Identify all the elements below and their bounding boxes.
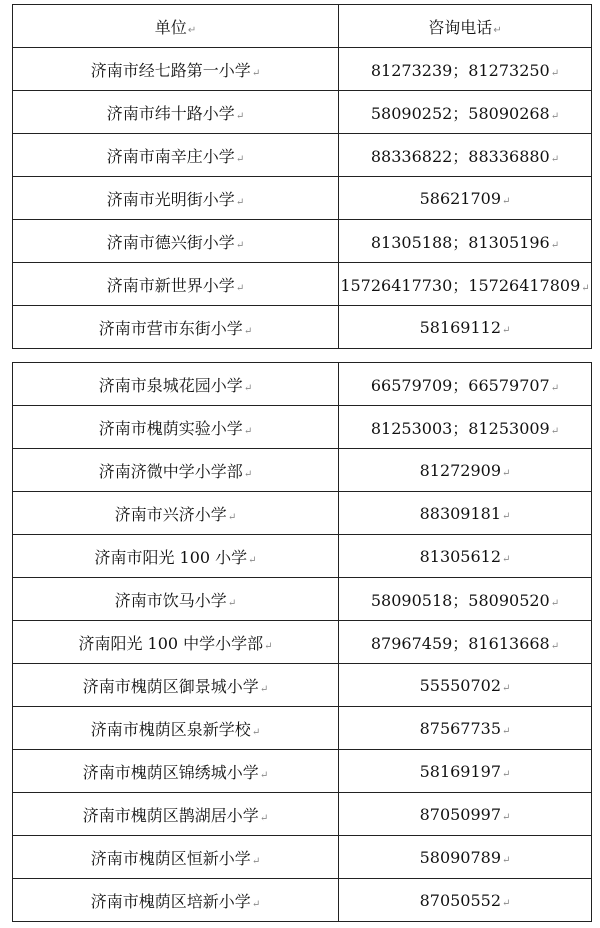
- table-row: [13, 220, 592, 263]
- school-name-cell: [13, 406, 339, 449]
- table-row: [13, 492, 592, 535]
- table-row: [13, 306, 592, 349]
- table-row: [13, 535, 592, 578]
- school-name: 济南阳光 100 中学小学部: [78, 633, 264, 653]
- phone-number: 87050997: [419, 804, 502, 824]
- phone-cell: [339, 535, 592, 578]
- school-name: 济南济微中学小学部: [98, 461, 243, 481]
- school-name-cell: [13, 836, 339, 879]
- phone-number: 58090252；58090268: [370, 103, 550, 123]
- paragraph-mark-icon: ↵: [550, 153, 560, 165]
- school-name-cell: [13, 91, 339, 134]
- paragraph-mark-icon: ↵: [227, 511, 237, 523]
- table-row: [13, 91, 592, 134]
- paragraph-mark-icon: ↵: [243, 425, 253, 437]
- paragraph-mark-icon: ↵: [243, 325, 253, 337]
- phone-cell: [339, 664, 592, 707]
- paragraph-mark-icon: ↵: [251, 67, 261, 79]
- phone-cell: [339, 492, 592, 535]
- school-name: 济南市槐荫实验小学: [98, 418, 243, 438]
- phone-cell: [339, 220, 592, 263]
- school-name: 济南市营市东街小学: [98, 318, 243, 338]
- phone-number: 58169197: [419, 761, 502, 781]
- school-name-cell: [13, 306, 339, 349]
- school-name-cell: [13, 449, 339, 492]
- paragraph-mark-icon: ↵: [264, 640, 273, 652]
- paragraph-mark-icon: ↵: [227, 597, 237, 609]
- table-row: [13, 664, 592, 707]
- school-name: 济南市槐荫区锦绣城小学: [82, 762, 259, 782]
- header-phone: 咨询电话↵: [339, 5, 592, 48]
- paragraph-mark-icon: ↵: [550, 597, 560, 609]
- table-row: [13, 793, 592, 836]
- paragraph-mark-icon: ↵: [493, 24, 502, 36]
- phone-cell: [339, 306, 592, 349]
- phone-number: 88309181: [419, 503, 502, 523]
- table-row: [13, 621, 592, 664]
- table-row: [13, 750, 592, 793]
- table-row: [13, 406, 592, 449]
- table-row: [13, 449, 592, 492]
- paragraph-mark-icon: ↵: [581, 282, 590, 294]
- phone-number: 87567735: [419, 718, 502, 738]
- school-name: 济南市经七路第一小学: [90, 60, 251, 80]
- phone-number: 81272909: [419, 460, 502, 480]
- paragraph-mark-icon: ↵: [235, 196, 245, 208]
- school-name-cell: [13, 707, 339, 750]
- paragraph-mark-icon: ↵: [502, 467, 511, 479]
- paragraph-mark-icon: ↵: [235, 282, 245, 294]
- school-name-cell: [13, 48, 339, 91]
- phone-cell: [339, 134, 592, 177]
- phone-number: 81305188；81305196: [370, 232, 550, 252]
- phone-cell: [339, 707, 592, 750]
- school-name: 济南市德兴街小学: [106, 232, 235, 252]
- paragraph-mark-icon: ↵: [187, 24, 197, 36]
- header-unit: 单位↵: [13, 5, 339, 48]
- school-contact-table-1: [12, 4, 592, 349]
- school-contact-table-2: [12, 362, 592, 922]
- phone-number: 81253003；81253009: [370, 418, 550, 438]
- school-name-cell: [13, 535, 339, 578]
- paragraph-mark-icon: ↵: [550, 110, 560, 122]
- school-name: 济南市槐荫区培新小学: [90, 891, 251, 911]
- phone-cell: [339, 91, 592, 134]
- phone-number: 58621709: [419, 188, 502, 208]
- school-name: 济南市新世界小学: [106, 275, 235, 295]
- paragraph-mark-icon: ↵: [502, 811, 511, 823]
- phone-cell: [339, 836, 592, 879]
- paragraph-mark-icon: ↵: [251, 855, 261, 867]
- school-name-cell: [13, 793, 339, 836]
- school-name-cell: [13, 492, 339, 535]
- table-row: [13, 836, 592, 879]
- paragraph-mark-icon: ↵: [550, 239, 560, 251]
- paragraph-mark-icon: ↵: [550, 425, 560, 437]
- paragraph-mark-icon: ↵: [550, 382, 560, 394]
- school-name: 济南市槐荫区御景城小学: [82, 676, 259, 696]
- phone-cell: [339, 177, 592, 220]
- phone-cell: [339, 449, 592, 492]
- table-row: [13, 707, 592, 750]
- school-name-cell: [13, 220, 339, 263]
- school-name-cell: [13, 177, 339, 220]
- school-name: 济南市光明街小学: [106, 189, 235, 209]
- phone-number: 81273239；81273250: [370, 60, 550, 80]
- school-name: 济南市兴济小学: [114, 504, 227, 524]
- paragraph-mark-icon: ↵: [243, 382, 253, 394]
- table-2-body: [13, 363, 592, 922]
- phone-number: 15726417730；15726417809: [340, 275, 581, 295]
- paragraph-mark-icon: ↵: [259, 812, 269, 824]
- school-name-cell: [13, 664, 339, 707]
- paragraph-mark-icon: ↵: [502, 897, 511, 909]
- phone-cell: [339, 879, 592, 922]
- phone-cell: [339, 621, 592, 664]
- paragraph-mark-icon: ↵: [248, 554, 257, 566]
- school-name-cell: [13, 263, 339, 306]
- school-name-cell: [13, 134, 339, 177]
- paragraph-mark-icon: ↵: [243, 468, 253, 480]
- school-name: 济南市槐荫区鹊湖居小学: [82, 805, 259, 825]
- paragraph-mark-icon: ↵: [235, 239, 245, 251]
- paragraph-mark-icon: ↵: [502, 725, 511, 737]
- school-name: 济南市南辛庄小学: [106, 146, 235, 166]
- paragraph-mark-icon: ↵: [502, 324, 511, 336]
- phone-number: 58090518；58090520: [370, 590, 550, 610]
- phone-cell: [339, 750, 592, 793]
- table-row: [13, 263, 592, 306]
- school-name-cell: [13, 750, 339, 793]
- school-name-cell: [13, 621, 339, 664]
- table-row: [13, 363, 592, 406]
- school-name-cell: [13, 363, 339, 406]
- phone-number: 88336822；88336880: [370, 146, 550, 166]
- phone-number: 58169112: [419, 317, 502, 337]
- phone-number: 87967459；81613668: [370, 633, 550, 653]
- school-name: 济南市纬十路小学: [106, 103, 235, 123]
- paragraph-mark-icon: ↵: [502, 682, 511, 694]
- paragraph-mark-icon: ↵: [550, 640, 560, 652]
- paragraph-mark-icon: ↵: [550, 67, 560, 79]
- table-row: [13, 48, 592, 91]
- paragraph-mark-icon: ↵: [502, 768, 511, 780]
- paragraph-mark-icon: ↵: [235, 110, 245, 122]
- table-row: [13, 134, 592, 177]
- paragraph-mark-icon: ↵: [502, 195, 511, 207]
- phone-cell: [339, 48, 592, 91]
- paragraph-mark-icon: ↵: [251, 726, 261, 738]
- phone-cell: [339, 793, 592, 836]
- phone-number: 87050552: [419, 890, 502, 910]
- phone-cell: [339, 578, 592, 621]
- school-name: 济南市饮马小学: [114, 590, 227, 610]
- phone-cell: [339, 363, 592, 406]
- school-name: 济南市泉城花园小学: [98, 375, 243, 395]
- school-name: 济南市槐荫区泉新学校: [90, 719, 251, 739]
- school-name: 济南市阳光 100 小学: [94, 547, 248, 567]
- paragraph-mark-icon: ↵: [235, 153, 245, 165]
- table-row: [13, 879, 592, 922]
- table-row: [13, 177, 592, 220]
- school-name-cell: [13, 578, 339, 621]
- paragraph-mark-icon: ↵: [259, 683, 269, 695]
- phone-number: 55550702: [419, 675, 502, 695]
- school-name-cell: [13, 879, 339, 922]
- table-header-row: [13, 5, 592, 48]
- phone-cell: [339, 406, 592, 449]
- table-row: [13, 578, 592, 621]
- table-1-body: [13, 48, 592, 349]
- phone-cell: [339, 263, 592, 306]
- paragraph-mark-icon: ↵: [502, 854, 511, 866]
- paragraph-mark-icon: ↵: [502, 510, 511, 522]
- phone-number: 58090789: [419, 847, 502, 867]
- paragraph-mark-icon: ↵: [502, 553, 511, 565]
- paragraph-mark-icon: ↵: [259, 769, 269, 781]
- school-name: 济南市槐荫区恒新小学: [90, 848, 251, 868]
- paragraph-mark-icon: ↵: [251, 898, 261, 910]
- phone-number: 66579709；66579707: [370, 375, 550, 395]
- phone-number: 81305612: [419, 546, 502, 566]
